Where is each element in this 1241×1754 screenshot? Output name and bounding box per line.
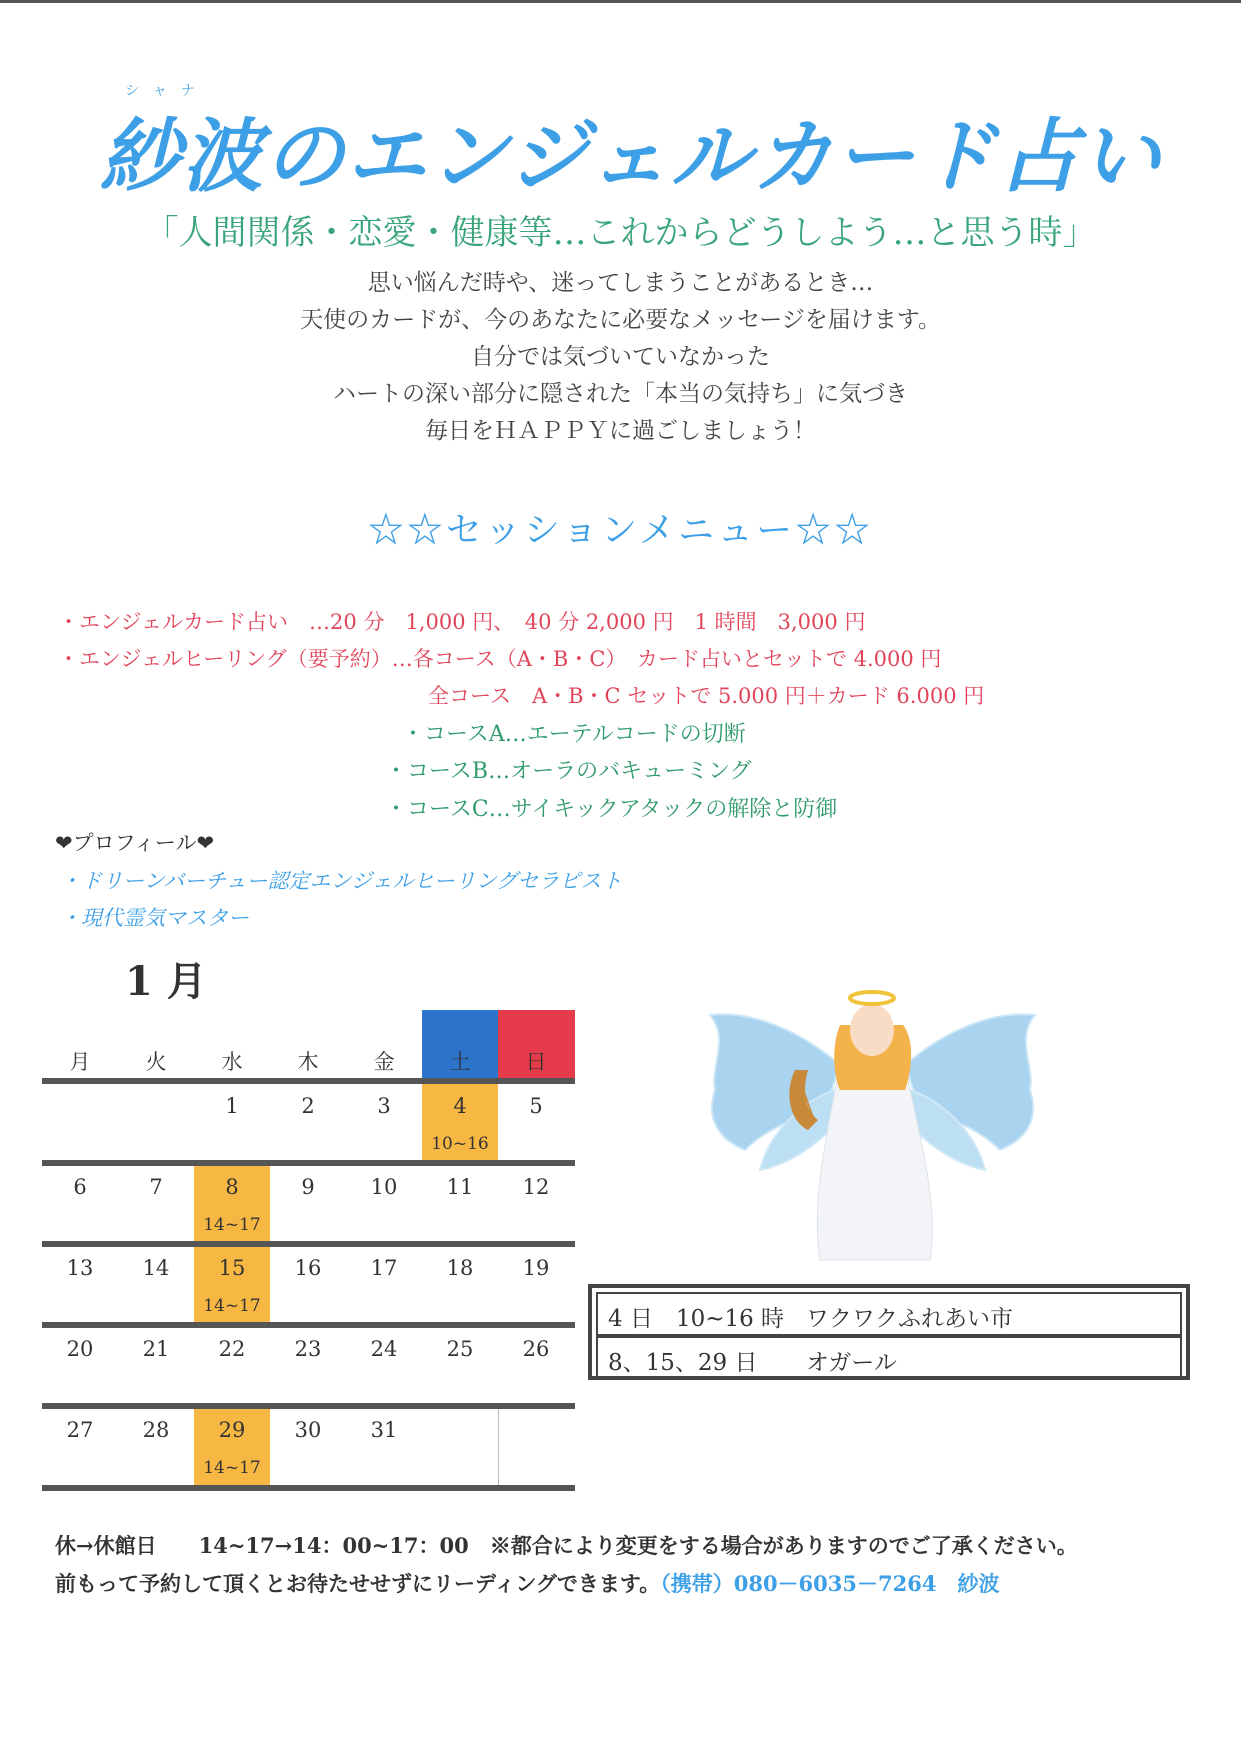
- event-date: 8、15、29 日: [608, 1350, 758, 1376]
- weekday-sun: 日: [525, 1050, 547, 1074]
- day-cell: 4: [453, 1094, 467, 1118]
- intro-line: 天使のカードが、今のあなたに必要なメッセージを届けます。: [300, 307, 941, 333]
- event-row: [596, 1292, 1182, 1336]
- time-slot: 14~17: [203, 1296, 261, 1316]
- day-cell: 20: [66, 1337, 94, 1361]
- day-cell: 11: [446, 1175, 474, 1199]
- events-box: [588, 1284, 1190, 1380]
- event-date: 4 日 10~16 時: [608, 1306, 785, 1332]
- footer-contact: [55, 1568, 999, 1598]
- event-place: ワクワクふれあい市: [806, 1306, 1013, 1332]
- day-cell: 16: [294, 1256, 322, 1280]
- day-cell: 24: [370, 1337, 398, 1361]
- day-cell: 19: [522, 1256, 550, 1280]
- calendar-rule: [42, 1241, 575, 1247]
- reservation-note: 前もって予約して頂くとお待たせせずにリーディングできます。: [55, 1571, 661, 1596]
- day-cell: 9: [301, 1175, 315, 1199]
- day-cell: 29: [218, 1418, 246, 1442]
- intro-line: 自分では気づいていなかった: [471, 344, 770, 370]
- day-cell: 2: [301, 1094, 315, 1118]
- angel-illustration: [690, 970, 1050, 1270]
- session-menu-heading: ☆☆セッションメニュー☆☆: [367, 510, 874, 551]
- course-a: ・コースA…エーテルコードの切断: [402, 722, 746, 747]
- title-ruby: シャナ: [125, 83, 209, 99]
- weekday-sat: 土: [449, 1050, 471, 1074]
- footer-note: 休→休館日 14~17→14：00~17：00 ※都合により変更をする場合がありますのでご了承ください。: [55, 1533, 1078, 1558]
- weekday-fri: 金: [373, 1050, 395, 1074]
- day-cell: 8: [225, 1175, 239, 1199]
- profile-heading: ❤プロフィール❤: [55, 831, 215, 855]
- menu-all-courses: 全コース A・B・C セットで 5.000 円＋カード 6.000 円: [428, 684, 985, 708]
- day-cell: 23: [294, 1337, 322, 1361]
- event-place: オガール: [806, 1350, 897, 1376]
- profile-item: ・ドリーンバーチュー認定エンジェルヒーリングセラピスト: [60, 869, 623, 893]
- day-cell: 5: [529, 1094, 543, 1118]
- halo-icon: [850, 992, 894, 1004]
- phone-number: （携帯）080－6035－7264 紗波: [660, 1571, 1000, 1596]
- day-cell: 22: [218, 1337, 246, 1361]
- calendar-rule: [42, 1485, 575, 1491]
- day-cell: 28: [142, 1418, 170, 1442]
- menu-healing: ・エンジェルヒーリング（要予約）…各コース（A・B・C） カード占いとセットで 4.000 円: [58, 647, 942, 671]
- day-cell: 25: [446, 1337, 474, 1361]
- day-cell: 26: [522, 1337, 550, 1361]
- day-cell: 27: [66, 1418, 94, 1442]
- calendar-rule: [42, 1160, 575, 1166]
- day-cell: 13: [66, 1256, 94, 1280]
- course-b: ・コースB…オーラのバキューミング: [385, 759, 752, 784]
- day-cell: 6: [73, 1175, 87, 1199]
- time-slot: 14~17: [203, 1215, 261, 1235]
- angel-face: [850, 1004, 894, 1056]
- time-slot: 14~17: [203, 1458, 261, 1478]
- day-cell: 17: [370, 1256, 398, 1280]
- day-cell: 14: [142, 1256, 170, 1280]
- day-cell: 15: [218, 1256, 246, 1280]
- weekday-wed: 水: [221, 1050, 243, 1074]
- day-cell: 21: [142, 1337, 170, 1361]
- intro-text: [0, 265, 1241, 450]
- subtitle: 「人間関係・恋愛・健康等…これからどうしよう…と思う時」: [144, 213, 1097, 253]
- day-cell: 30: [294, 1418, 322, 1442]
- calendar-month: 1 月: [125, 958, 207, 1005]
- course-c: ・コースC…サイキックアタックの解除と防御: [385, 797, 838, 822]
- intro-line: 毎日をＨＡＰＰＹに過ごしましょう！: [425, 418, 816, 444]
- day-cell: 12: [522, 1175, 550, 1199]
- weekday-mon: 月: [69, 1050, 91, 1074]
- intro-line: 思い悩んだ時や、迷ってしまうことがあるとき…: [367, 270, 874, 296]
- calendar-rule: [42, 1078, 575, 1084]
- time-slot: 10~16: [431, 1134, 489, 1154]
- day-cell: 10: [370, 1175, 398, 1199]
- angel-wing-left: [710, 1014, 840, 1170]
- intro-line: ハートの深い部分に隠された「本当の気持ち」に気づき: [333, 381, 908, 407]
- day-cell: 31: [370, 1418, 398, 1442]
- menu-card-reading: ・エンジェルカード占い …20 分 1,000 円、 40 分 2,000 円 1 時間 3,000 円: [58, 610, 866, 634]
- day-cell: 3: [377, 1094, 391, 1118]
- day-cell: 1: [225, 1094, 239, 1118]
- weekday-thu: 木: [297, 1050, 319, 1074]
- event-row: [596, 1336, 1182, 1380]
- cell-divider: [498, 1407, 499, 1485]
- page-title: 紗波のエンジェルカード占い: [100, 110, 1163, 203]
- profile-item: ・現代霊気マスター: [60, 906, 249, 930]
- calendar: [42, 1010, 575, 1485]
- calendar-rule: [42, 1403, 575, 1409]
- day-cell: 7: [149, 1175, 163, 1199]
- weekday-tue: 火: [145, 1050, 167, 1074]
- day-cell: 18: [446, 1256, 474, 1280]
- top-border: [0, 0, 1241, 3]
- calendar-rule: [42, 1322, 575, 1328]
- angel-wing-right: [905, 1014, 1035, 1170]
